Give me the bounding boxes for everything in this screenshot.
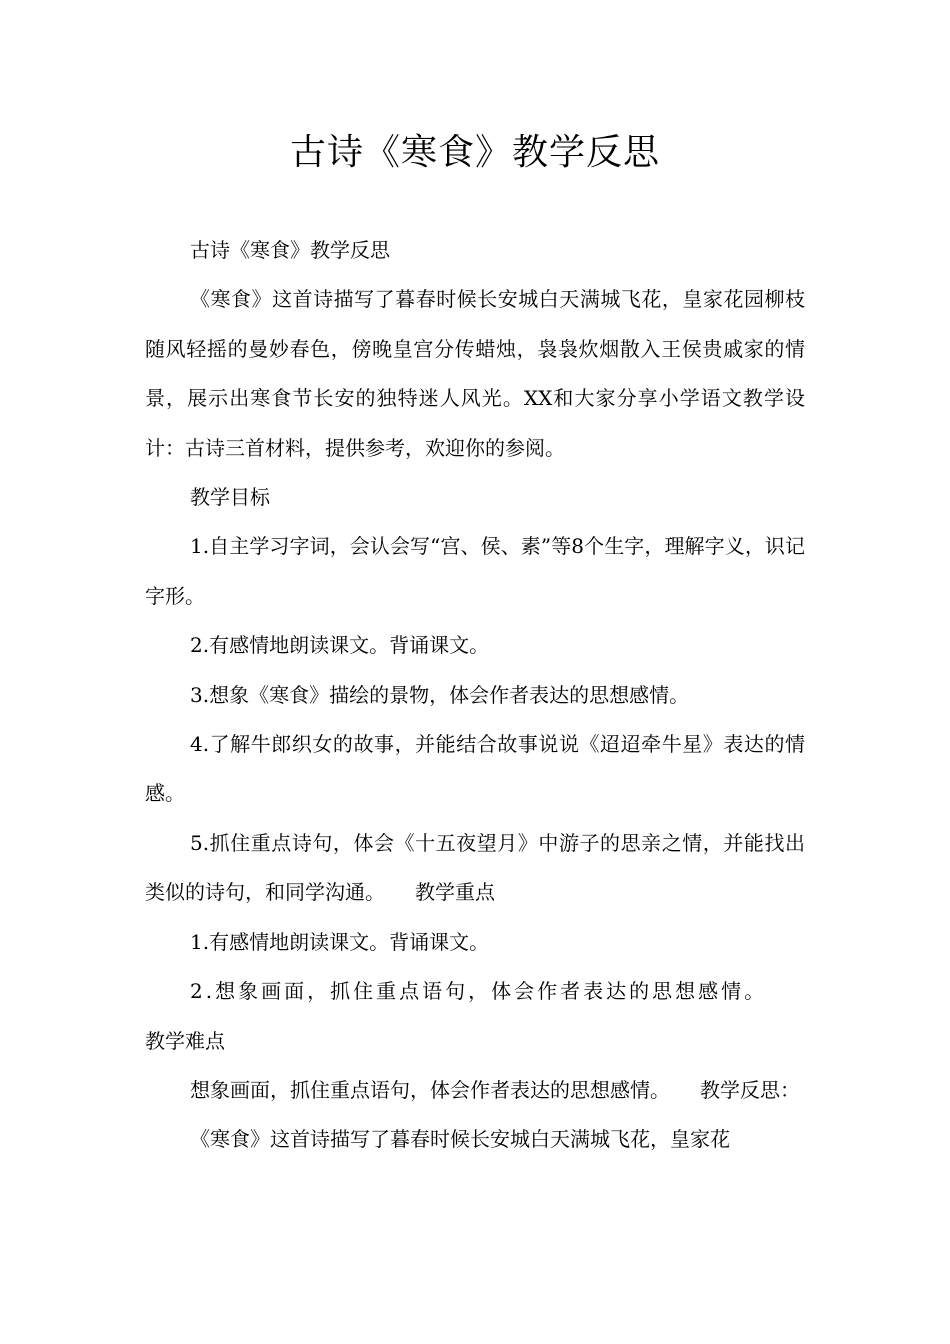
key-point-2: 2.想象画面，抓住重点语句，体会作者表达的思想感情。 <box>190 979 768 1004</box>
goal-item-1: 1.自主学习字词，会认会写“宫、侯、素”等8个生字，理解字义，识记字形。 <box>145 534 805 608</box>
paragraph-reflection: 《寒食》这首诗描写了暮春时候长安城白天满城飞花，皇家花 <box>190 1127 730 1152</box>
difficulty-text: 想象画面，抓住重点语句，体会作者表达的思想感情。 教学反思： <box>190 1077 800 1102</box>
document-title: 古诗《寒食》教学反思 <box>289 132 660 173</box>
goal-item-2: 2.有感情地朗读课文。背诵课文。 <box>190 633 490 658</box>
paragraph-subtitle: 古诗《寒食》教学反思 <box>190 238 390 262</box>
paragraph-intro: 《寒食》这首诗描写了暮春时候长安城白天满城飞花，皇家花园柳枝随风轻摇的曼妙春色，傍晚皇宫分传蜡烛，袅袅炊烟散入王侯贵戚家的情景，展示出寒食节长安的独特迷人风光。XX和大家分享小学语文教学设计：古诗三首材料，提供参考，欢迎你的参阅。 <box>145 287 805 460</box>
key-point-1: 1.有感情地朗读课文。背诵课文。 <box>190 929 490 954</box>
goal-item-4: 4.了解牛郎织女的故事，并能结合故事说说《迢迢牵牛星》表达的情感。 <box>145 732 805 806</box>
heading-teaching-difficulty: 教学难点 <box>145 1028 225 1053</box>
document-body <box>145 226 805 1165</box>
heading-teaching-goals: 教学目标 <box>190 485 270 510</box>
goal-item-3: 3.想象《寒食》描绘的景物，体会作者表达的思想感情。 <box>190 682 690 707</box>
goal-item-5: 5.抓住重点诗句，体会《十五夜望月》中游子的思亲之情，并能找出类似的诗句，和同学沟通。 教学重点 <box>145 830 805 905</box>
